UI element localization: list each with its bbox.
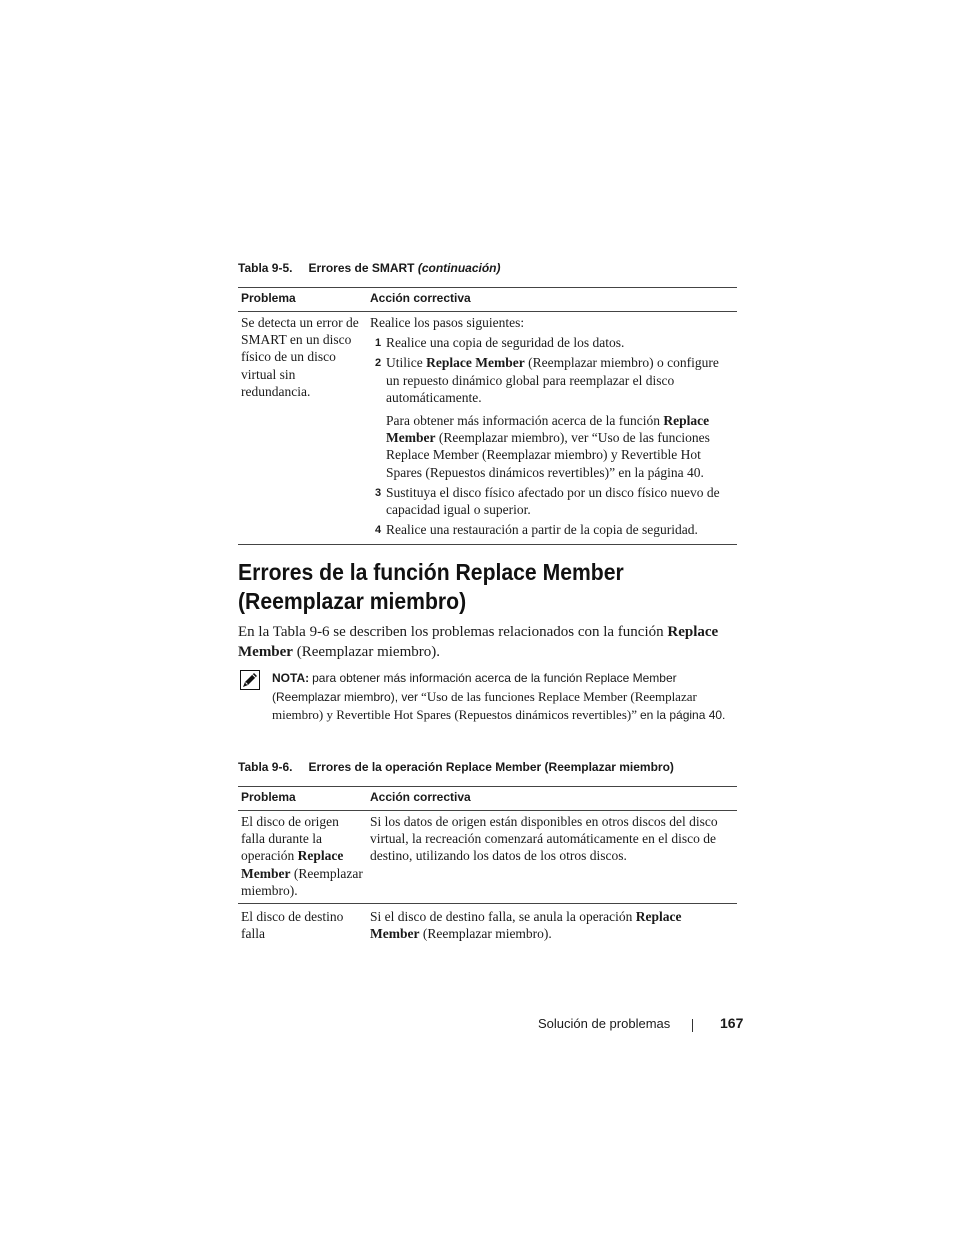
step-note [370, 412, 734, 481]
caption-title: Errores de la operación Replace Member (Reemplazar miembro) [308, 760, 674, 774]
note-block [272, 670, 742, 725]
intro-text: En la Tabla 9-6 se describen los problemas relacionados con la función [238, 624, 664, 640]
action-text: Si el disco de destino falla, se anula la operación [370, 909, 633, 925]
list-item [370, 334, 734, 351]
action-text-bold: Replace Member [370, 909, 682, 942]
note-pencil-icon [240, 670, 260, 690]
problem-cell [238, 811, 367, 904]
action-cell [367, 312, 737, 545]
note-text: (Reemplazar miembro), ver [272, 689, 419, 704]
step-number: 1 [375, 337, 382, 350]
step-number: 3 [375, 486, 382, 499]
caption-label: Tabla 9-6. [238, 760, 293, 774]
table-row [238, 904, 737, 947]
action-text: (Reemplazar miembro). [422, 926, 552, 942]
step-note-bold: Replace Member [386, 413, 710, 446]
step-text: Sustituya el disco físico afectado por un disco físico nuevo de capacidad igual o superior. [386, 484, 720, 518]
list-item [370, 354, 734, 406]
step-text-bold: Replace Member [426, 355, 525, 371]
problem-text: Se detecta un error de SMART en un disco físico de un disco virtual sin redundancia. [241, 315, 359, 399]
footer-section-title: Solución de problemas [538, 1016, 671, 1031]
table-caption [238, 261, 501, 275]
list-item [370, 484, 734, 518]
replace-member-errors-table [238, 786, 737, 946]
section-heading: Errores de la función Replace Member (Reemplazar miembro) [238, 559, 624, 614]
table-caption [238, 760, 674, 774]
caption-label: Tabla 9-5. [238, 261, 293, 275]
note-text: Replace Member [585, 671, 677, 685]
note-text: para obtener más información acerca de la función [312, 671, 583, 685]
step-text: Realice una copia de seguridad de los datos. [386, 335, 625, 351]
header-action: Acción correctiva [367, 288, 737, 312]
intro-text: (Reemplazar miembro). [296, 643, 440, 660]
header-action: Acción correctiva [367, 787, 737, 811]
problem-cell: El disco de destino falla [241, 909, 344, 942]
header-problem: Problema [238, 787, 367, 811]
page-number: 167 [720, 1015, 744, 1031]
footer-separator [692, 1019, 693, 1032]
action-cell [367, 904, 737, 947]
table-row [238, 312, 737, 545]
table-row [238, 811, 737, 904]
action-intro: Realice los pasos siguientes: [370, 315, 525, 330]
note-text: en la página 40. [639, 708, 726, 722]
step-number: 4 [375, 524, 382, 537]
note-link-text: “Uso de las funciones Replace Member (Reemplazar miembro) y Revertible Hot Spares (Repuestos dinámicos revertibles)” [272, 688, 697, 722]
header-problem: Problema [238, 288, 367, 312]
smart-errors-table [238, 287, 737, 545]
steps-list [370, 334, 734, 538]
table-header-row [238, 787, 737, 811]
list-item [370, 521, 734, 538]
problem-cell [238, 312, 367, 545]
step-text: Utilice [386, 355, 423, 371]
note-label: NOTA: [272, 671, 310, 685]
action-cell: Si los datos de origen están disponibles en otros discos del disco virtual, la recreación comenzará automáticamente en el disco de destino, utilizando los datos de los otros discos. [367, 811, 737, 904]
step-note-text: Para obtener más información acerca de la función [386, 413, 660, 429]
caption-title: Errores de SMART [308, 261, 415, 275]
problem-text: (Reemplazar miembro). [241, 865, 363, 898]
step-note-text: (Reemplazar miembro), ver “Uso de las funciones Replace Member (Reemplazar miembro) y Revertible Hot Spares (Repuestos dinámicos revertibles)” en la página 40. [386, 430, 710, 480]
step-text: (Reemplazar miembro) o configure un repuesto dinámico global para reemplazar el disco automáticamente. [386, 355, 719, 405]
intro-paragraph [238, 623, 738, 662]
problem-text: El disco de origen falla durante la operación [241, 814, 339, 864]
table-header-row [238, 288, 737, 312]
step-text: Realice una restauración a partir de la copia de seguridad. [386, 522, 698, 538]
intro-text-bold: Replace Member [238, 624, 719, 660]
caption-continuation: (continuación) [417, 261, 501, 275]
step-number: 2 [375, 357, 382, 370]
problem-text-bold: Replace Member [241, 848, 344, 881]
